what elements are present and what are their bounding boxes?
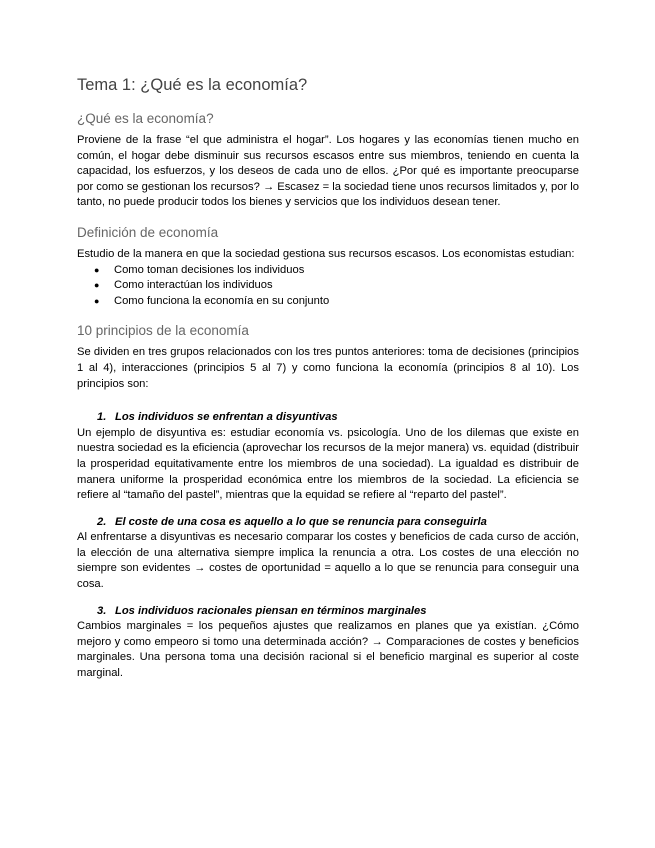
section-paragraph-definicion: Estudio de la manera en que la sociedad gestiona sus recursos escasos. Los economistas estudian: xyxy=(77,247,575,260)
list-item: ● Como toman decisiones los individuos xyxy=(77,263,579,279)
principle-title: Los individuos se enfrentan a disyuntivas xyxy=(115,411,338,424)
principle-heading xyxy=(77,515,579,531)
section-paragraph-principios: Se dividen en tres grupos relacionados con los tres puntos anteriores: toma de decisiones (principios 1 al 4), interacciones (principios 5 al 7) y como funciona la economía (principios 8 al 10). Los principios son: xyxy=(77,346,579,390)
bullet-list xyxy=(77,263,579,310)
section-heading-que-es: ¿Qué es la economía? xyxy=(77,111,214,126)
principle-heading xyxy=(77,410,579,426)
document-title: Tema 1: ¿Qué es la economía? xyxy=(77,76,308,94)
principle-number: 2. xyxy=(97,515,107,528)
principle-number: 1. xyxy=(97,411,107,424)
document-page xyxy=(77,74,579,682)
principle-number: 3. xyxy=(97,604,107,617)
principle-paragraph: Al enfrentarse a disyuntivas es necesario comparar los costes y beneficios de cada curso de acción, la elección de una alternativa siempre implica la renuncia a otra. Los costes de una elección no siempre son evidentes → costes de oportunidad = aquello a lo que se renuncia para conseguir una cosa. xyxy=(77,531,579,591)
principle-title: Los individuos racionales piensan en términos marginales xyxy=(115,604,427,617)
list-item: ● Como interactúan los individuos xyxy=(77,278,579,294)
section-heading-definicion: Definición de economía xyxy=(77,224,219,240)
section-paragraph-que-es: Proviene de la frase “el que administra el hogar”. Los hogares y las economías tienen mucho en común, el hogar debe disminuir sus recursos escasos entre sus miembros, teniendo en cuenta la capacidad, los esfuerzos, y los deseos de cada uno de ellos. ¿Por qué es importante preocuparse por como se gestionan los recursos? → Escasez = la sociedad tiene unos recursos limitados y, por lo tanto, no puede producir todos los bienes y servicios que los individuos desean tener. xyxy=(77,134,579,209)
section-heading-principios: 10 principios de la economía xyxy=(77,323,249,339)
list-item: ● Como funciona la economía en su conjunto xyxy=(77,294,579,310)
principle-paragraph: Cambios marginales = los pequeños ajustes que realizamos en planes que ya existían. ¿Cómo mejoro y como empeoro si tomo una determinada acción? → Comparaciones de costes y beneficios marginales. Una persona toma una decisión racional si el beneficio marginal es superior al coste marginal. xyxy=(77,620,579,680)
principle-title: El coste de una cosa es aquello a lo que se renuncia para conseguirla xyxy=(115,515,487,528)
principle-paragraph: Un ejemplo de disyuntiva es: estudiar economía vs. psicología. Uno de los dilemas que existe en nuestra sociedad es la eficiencia (aprovechar los recursos de la mejor manera) vs. equidad (distribuir la prosperidad equitativamente entre los miembros de una sociedad). La igualdad es distribuir de manera uniforme la prosperidad económica entre los miembros de la sociedad. La eficiencia se refiere al “tamaño del pastel”, mientras que la equidad se refiere al “reparto del pastel”. xyxy=(77,426,579,502)
principle-heading xyxy=(77,604,579,620)
